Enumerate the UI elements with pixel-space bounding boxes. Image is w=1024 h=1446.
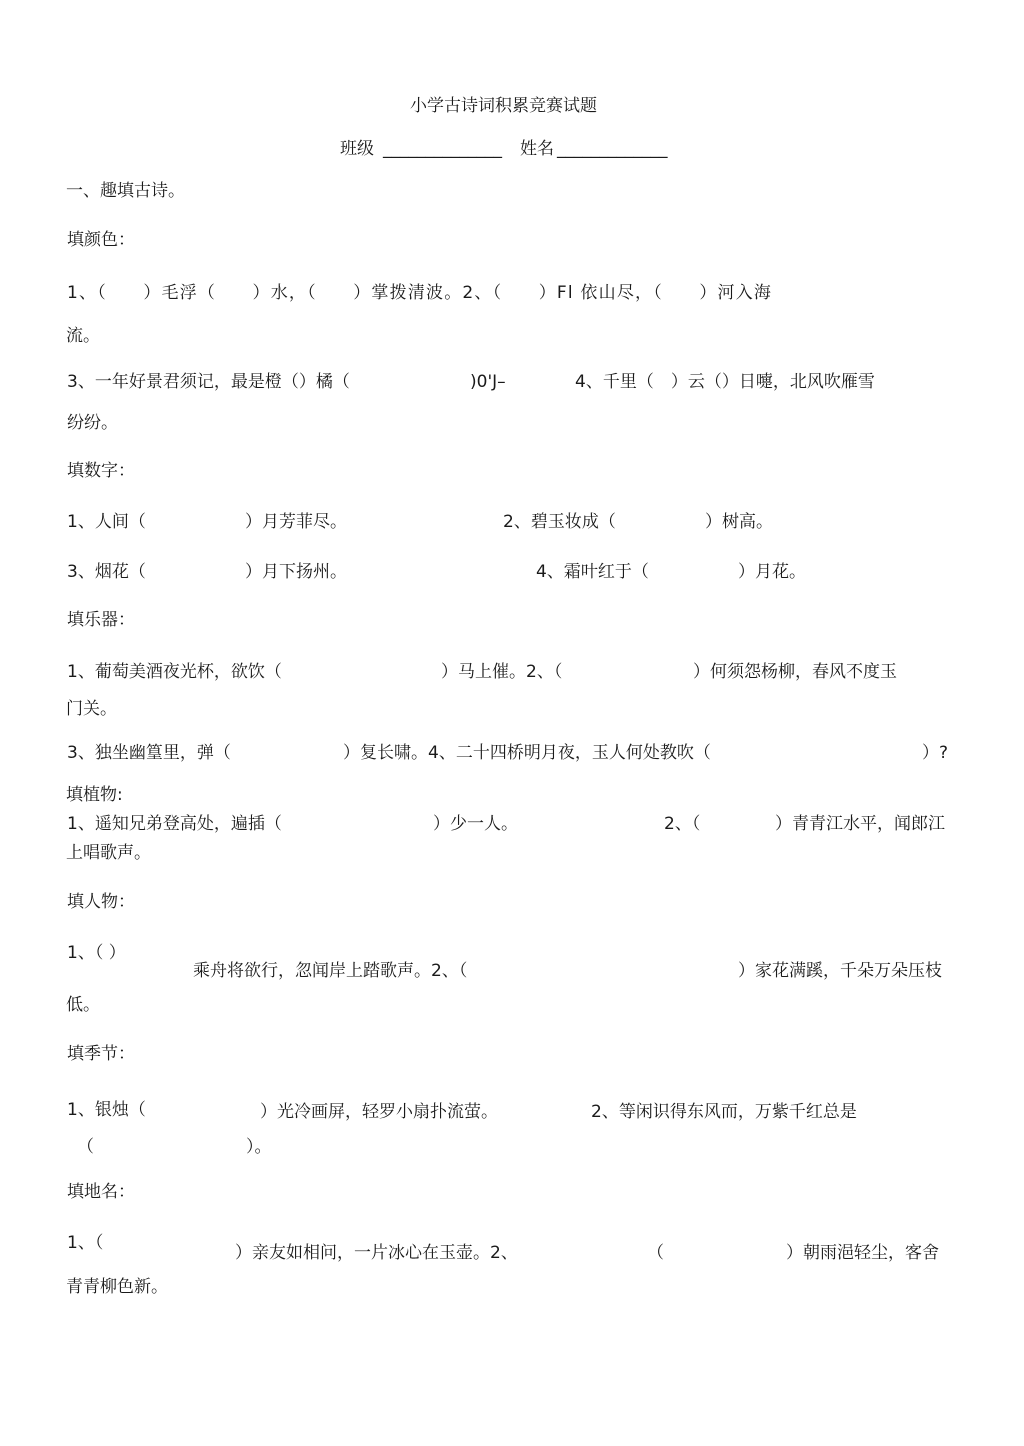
plants-label: 填植物: xyxy=(66,785,123,805)
page-title: 小学古诗词积累竞赛试题 xyxy=(410,96,597,116)
section-heading: 一、趣填古诗。 xyxy=(66,181,185,201)
numbers-q2-end: ）树高。 xyxy=(705,512,773,532)
instruments-q3-b: ）复长啸。4、二十四桥明月夜，玉人何处教吹（ xyxy=(343,743,711,763)
places-q1-b: ）亲友如相问，一片冰心在玉壶。2、 xyxy=(235,1243,518,1263)
persons-label: 填人物： xyxy=(67,892,135,912)
instruments-q1-c: ）何须怨杨柳，春风不度玉 xyxy=(693,662,897,682)
name-label: 姓名 xyxy=(520,139,554,159)
numbers-q3-end: ）月下扬州。 xyxy=(245,562,347,582)
seasons-q1-a: 1、银烛（ xyxy=(67,1100,146,1120)
seasons-label: 填季节： xyxy=(67,1044,135,1064)
plants-q1-b: ）少一人。 xyxy=(433,814,518,834)
places-q2-line2: 青青柳色新。 xyxy=(66,1277,168,1297)
colors-label: 填颜色： xyxy=(67,230,135,250)
numbers-q4: 4、霜叶红于（ xyxy=(536,562,649,582)
numbers-q1: 1、人间（ xyxy=(67,512,146,532)
instruments-q4-end: ）? xyxy=(922,743,949,763)
numbers-q3: 3、烟花（ xyxy=(67,562,146,582)
class-label: 班级 xyxy=(340,139,374,159)
colors-q1-line2: 流。 xyxy=(66,326,100,346)
numbers-q1-end: ）月芳菲尽。 xyxy=(245,512,347,532)
instruments-q1-line2: 门关。 xyxy=(66,699,117,719)
colors-q3-part2: )0'J– xyxy=(470,372,506,392)
colors-q3-part1: 3、一年好景君须记，最是橙（）橘（ xyxy=(67,372,350,392)
persons-q1-a: 1、（ ） xyxy=(67,943,126,963)
instruments-q1-a: 1、葡萄美酒夜光杯，欲饮（ xyxy=(67,662,282,682)
instruments-q1-b: ）马上催。2、（ xyxy=(441,662,563,682)
persons-q1-b: 乘舟将欲行，忽闻岸上踏歌声。2、（ xyxy=(193,961,468,981)
persons-q1-line2: 低。 xyxy=(66,995,100,1015)
instruments-q3-a: 3、独坐幽篁里，弹（ xyxy=(67,743,231,763)
seasons-q2-a: 2、等闲识得东风而，万紫千红总是 xyxy=(591,1102,857,1122)
colors-q4-line2: 纷纷。 xyxy=(67,413,118,433)
plants-q2-a: 2、（ xyxy=(664,814,701,834)
plants-q2-line2: 上唱歌声。 xyxy=(66,843,151,863)
class-field[interactable]: ______________ xyxy=(383,139,502,159)
colors-q1-line1: 1、（ ）毛浮（ ）水，（ ）掌拨清波。2、（ ）Fl 依山尽，（ ）河入海 xyxy=(67,283,773,303)
seasons-q1-b: ）光冷画屏，轻罗小扇扑流萤。 xyxy=(260,1102,498,1122)
places-q2-b: ）朝雨浥轻尘，客舍 xyxy=(786,1243,939,1263)
seasons-q2-line2-a: （ xyxy=(77,1137,94,1157)
persons-q1-c: ）家花满蹊，千朵万朵压枝 xyxy=(738,961,942,981)
numbers-label: 填数字： xyxy=(67,461,135,481)
numbers-q2: 2、碧玉妆成（ xyxy=(503,512,616,532)
name-field[interactable]: _____________ xyxy=(557,139,668,159)
seasons-q2-line2-b: ）。 xyxy=(246,1137,272,1157)
plants-q1-a: 1、遥知兄弟登高处，遍插（ xyxy=(67,814,282,834)
places-q2-a: （ xyxy=(647,1243,664,1263)
places-label: 填地名： xyxy=(67,1182,135,1202)
places-q1-a: 1、（ xyxy=(67,1233,104,1253)
plants-q2-b: ）青青江水平，闻郎江 xyxy=(775,814,945,834)
colors-q4: 4、千里（ ）云（）日嚏，北风吹雁雪 xyxy=(575,372,875,392)
instruments-label: 填乐器： xyxy=(67,610,135,630)
numbers-q4-end: ）月花。 xyxy=(738,562,806,582)
